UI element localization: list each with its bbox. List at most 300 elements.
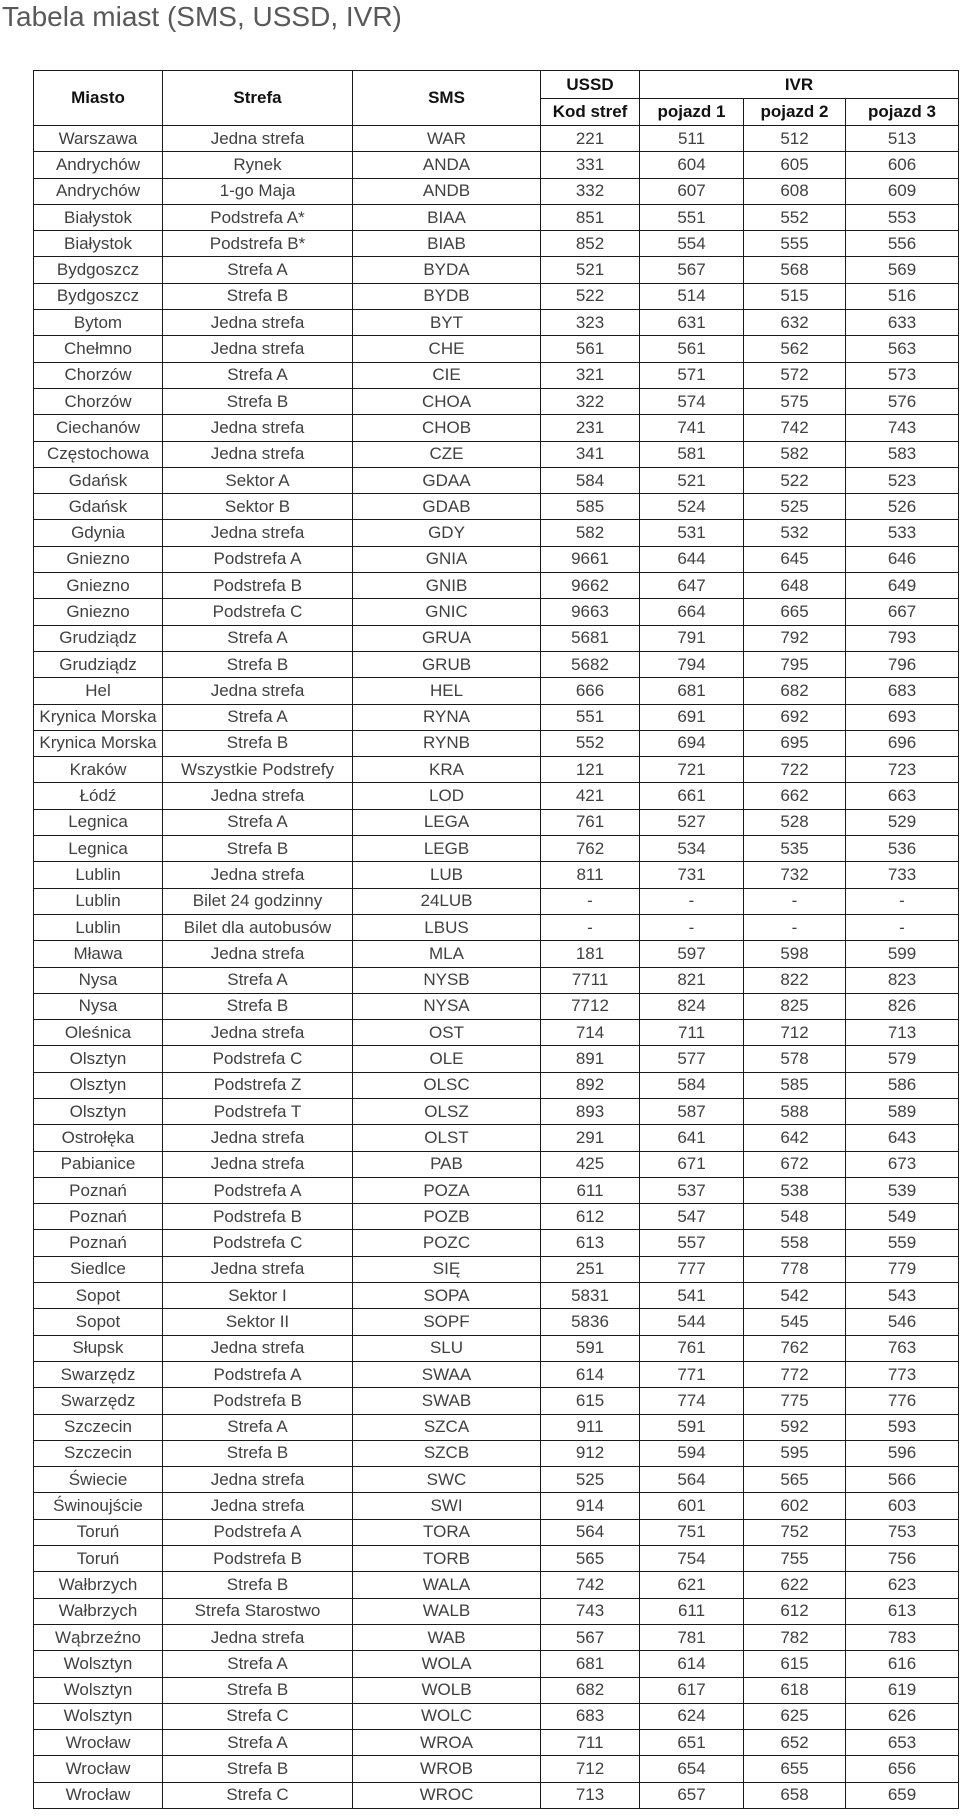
cell-zone: Jedna strefa <box>163 941 353 967</box>
cell-ivr-vehicle-3: 539 <box>846 1177 959 1203</box>
cell-sms: WROC <box>353 1782 541 1808</box>
cell-zone: Strefa C <box>163 1782 353 1808</box>
cell-sms: GNIC <box>353 599 541 625</box>
cell-city: Szczecin <box>34 1440 163 1466</box>
cell-sms: SLU <box>353 1335 541 1361</box>
cell-city: Bytom <box>34 310 163 336</box>
cell-sms: LEGB <box>353 836 541 862</box>
cell-ivr-vehicle-1: 597 <box>640 941 744 967</box>
cell-zone: Podstrefa B <box>163 1388 353 1414</box>
table-row <box>34 1335 959 1361</box>
cell-ussd-code: 561 <box>541 336 640 362</box>
cell-city: Andrychów <box>34 152 163 178</box>
cell-city: Świecie <box>34 1467 163 1493</box>
cell-ivr-vehicle-1: 547 <box>640 1204 744 1230</box>
cell-ivr-vehicle-2: 648 <box>744 573 846 599</box>
cell-zone: Sektor I <box>163 1283 353 1309</box>
cell-city: Chełmno <box>34 336 163 362</box>
cell-zone: Jedna strefa <box>163 783 353 809</box>
cell-ivr-vehicle-1: 614 <box>640 1651 744 1677</box>
cell-city: Pabianice <box>34 1151 163 1177</box>
cell-ivr-vehicle-2: 642 <box>744 1125 846 1151</box>
cell-ivr-vehicle-2: 605 <box>744 152 846 178</box>
table-row <box>34 204 959 230</box>
cell-sms: 24LUB <box>353 888 541 914</box>
cell-city: Poznań <box>34 1177 163 1203</box>
cell-ussd-code: 811 <box>541 862 640 888</box>
cell-ivr-vehicle-1: 581 <box>640 441 744 467</box>
table-row <box>34 993 959 1019</box>
cell-sms: SZCB <box>353 1440 541 1466</box>
table-row <box>34 467 959 493</box>
cell-sms: CHOA <box>353 388 541 414</box>
cell-ivr-vehicle-1: 521 <box>640 467 744 493</box>
cell-ussd-code: 582 <box>541 520 640 546</box>
cell-ivr-vehicle-3: 626 <box>846 1703 959 1729</box>
cell-city: Częstochowa <box>34 441 163 467</box>
cell-ivr-vehicle-2: 528 <box>744 809 846 835</box>
cell-sms: SWI <box>353 1493 541 1519</box>
cell-ivr-vehicle-1: 791 <box>640 625 744 651</box>
cell-ivr-vehicle-3: 673 <box>846 1151 959 1177</box>
table-row <box>34 1204 959 1230</box>
cell-city: Olsztyn <box>34 1072 163 1098</box>
cell-city: Bydgoszcz <box>34 257 163 283</box>
cell-ivr-vehicle-3: 779 <box>846 1256 959 1282</box>
cell-ivr-vehicle-1: 564 <box>640 1467 744 1493</box>
cell-ussd-code: 683 <box>541 1703 640 1729</box>
cell-sms: GDAB <box>353 494 541 520</box>
table-row <box>34 730 959 756</box>
cell-sms: SOPF <box>353 1309 541 1335</box>
cell-ivr-vehicle-3: 653 <box>846 1730 959 1756</box>
table-row <box>34 1256 959 1282</box>
cell-ivr-vehicle-2: 692 <box>744 704 846 730</box>
cell-ivr-vehicle-2: - <box>744 914 846 940</box>
cell-sms: ANDB <box>353 178 541 204</box>
cell-ussd-code: 682 <box>541 1677 640 1703</box>
cell-sms: LOD <box>353 783 541 809</box>
cell-zone: Podstrefa C <box>163 1046 353 1072</box>
cell-ivr-vehicle-2: 548 <box>744 1204 846 1230</box>
cell-ivr-vehicle-1: 754 <box>640 1546 744 1572</box>
cell-sms: WALB <box>353 1598 541 1624</box>
cell-sms: WOLA <box>353 1651 541 1677</box>
cell-city: Wrocław <box>34 1756 163 1782</box>
table-row <box>34 1388 959 1414</box>
cell-ivr-vehicle-2: 532 <box>744 520 846 546</box>
cell-city: Gdynia <box>34 520 163 546</box>
cell-ussd-code: 521 <box>541 257 640 283</box>
cell-ussd-code: 712 <box>541 1756 640 1782</box>
cell-ivr-vehicle-3: 513 <box>846 126 959 152</box>
cell-ivr-vehicle-2: 658 <box>744 1782 846 1808</box>
table-row <box>34 1467 959 1493</box>
cell-ussd-code: 7711 <box>541 967 640 993</box>
cell-ivr-vehicle-2: 562 <box>744 336 846 362</box>
cell-ivr-vehicle-2: 572 <box>744 362 846 388</box>
cell-city: Wrocław <box>34 1782 163 1808</box>
cell-ivr-vehicle-1: 557 <box>640 1230 744 1256</box>
cell-ivr-vehicle-2: 615 <box>744 1651 846 1677</box>
cell-ussd-code: 851 <box>541 204 640 230</box>
cell-ivr-vehicle-1: 654 <box>640 1756 744 1782</box>
cell-ivr-vehicle-1: 821 <box>640 967 744 993</box>
cell-ivr-vehicle-1: 781 <box>640 1624 744 1650</box>
cell-ussd-code: 666 <box>541 678 640 704</box>
cell-city: Wolsztyn <box>34 1703 163 1729</box>
table-row <box>34 257 959 283</box>
cell-ivr-vehicle-2: 595 <box>744 1440 846 1466</box>
cell-city: Gdańsk <box>34 494 163 520</box>
table-row <box>34 1020 959 1046</box>
cell-zone: Rynek <box>163 152 353 178</box>
cell-zone: Jedna strefa <box>163 1151 353 1177</box>
cell-ivr-vehicle-2: 515 <box>744 283 846 309</box>
cell-ussd-code: 341 <box>541 441 640 467</box>
table-row <box>34 783 959 809</box>
cell-ivr-vehicle-2: 525 <box>744 494 846 520</box>
cell-sms: ANDA <box>353 152 541 178</box>
cell-ivr-vehicle-2: 665 <box>744 599 846 625</box>
cell-ivr-vehicle-3: 696 <box>846 730 959 756</box>
cell-ivr-vehicle-2: 618 <box>744 1677 846 1703</box>
table-row <box>34 283 959 309</box>
table-row <box>34 1677 959 1703</box>
table-row <box>34 651 959 677</box>
cell-sms: OLE <box>353 1046 541 1072</box>
cell-ivr-vehicle-1: 584 <box>640 1072 744 1098</box>
table-row <box>34 1624 959 1650</box>
cell-ivr-vehicle-2: 578 <box>744 1046 846 1072</box>
cell-zone: Jedna strefa <box>163 126 353 152</box>
cell-city: Lublin <box>34 914 163 940</box>
cell-city: Gniezno <box>34 546 163 572</box>
cell-zone: Strefa B <box>163 836 353 862</box>
cell-ivr-vehicle-1: 624 <box>640 1703 744 1729</box>
cell-zone: Podstrefa A <box>163 1519 353 1545</box>
cell-ivr-vehicle-1: 571 <box>640 362 744 388</box>
cell-zone: Strefa A <box>163 967 353 993</box>
cell-ussd-code: 7712 <box>541 993 640 1019</box>
table-row <box>34 336 959 362</box>
cell-ussd-code: 614 <box>541 1361 640 1387</box>
cell-ivr-vehicle-2: 568 <box>744 257 846 283</box>
cell-ivr-vehicle-3: 633 <box>846 310 959 336</box>
cell-zone: Jedna strefa <box>163 1020 353 1046</box>
cell-ivr-vehicle-3: 556 <box>846 231 959 257</box>
cell-sms: BYDA <box>353 257 541 283</box>
table-row <box>34 625 959 651</box>
cell-zone: Bilet dla autobusów <box>163 914 353 940</box>
cell-sms: OST <box>353 1020 541 1046</box>
cell-ivr-vehicle-2: 755 <box>744 1546 846 1572</box>
cell-ivr-vehicle-1: 601 <box>640 1493 744 1519</box>
cell-zone: Strefa A <box>163 1651 353 1677</box>
cell-city: Lublin <box>34 862 163 888</box>
header-sms: SMS <box>353 71 541 126</box>
cell-ussd-code: 331 <box>541 152 640 178</box>
cell-ussd-code: 525 <box>541 1467 640 1493</box>
cell-city: Wąbrzeźno <box>34 1624 163 1650</box>
cell-ivr-vehicle-2: 655 <box>744 1756 846 1782</box>
cell-ivr-vehicle-3: 683 <box>846 678 959 704</box>
cell-sms: NYSA <box>353 993 541 1019</box>
cell-ivr-vehicle-3: 643 <box>846 1125 959 1151</box>
cell-ivr-vehicle-2: 555 <box>744 231 846 257</box>
cell-ivr-vehicle-3: 713 <box>846 1020 959 1046</box>
cell-sms: GDY <box>353 520 541 546</box>
cell-ussd-code: 612 <box>541 1204 640 1230</box>
cell-zone: Podstrefa B <box>163 573 353 599</box>
cell-ivr-vehicle-3: 783 <box>846 1624 959 1650</box>
cell-city: Sopot <box>34 1283 163 1309</box>
cell-ivr-vehicle-1: 621 <box>640 1572 744 1598</box>
cell-sms: RYNB <box>353 730 541 756</box>
cell-zone: Podstrefa A <box>163 1361 353 1387</box>
cell-ussd-code: 321 <box>541 362 640 388</box>
cell-city: Olsztyn <box>34 1046 163 1072</box>
cell-ussd-code: 565 <box>541 1546 640 1572</box>
cell-zone: Jedna strefa <box>163 415 353 441</box>
cell-ivr-vehicle-3: 533 <box>846 520 959 546</box>
cell-ivr-vehicle-1: 657 <box>640 1782 744 1808</box>
cell-city: Wolsztyn <box>34 1677 163 1703</box>
cell-ivr-vehicle-3: 623 <box>846 1572 959 1598</box>
table-row <box>34 1598 959 1624</box>
cell-sms: POZC <box>353 1230 541 1256</box>
cell-ussd-code: 322 <box>541 388 640 414</box>
cell-ivr-vehicle-3: 609 <box>846 178 959 204</box>
cell-zone: Bilet 24 godzinny <box>163 888 353 914</box>
cell-sms: OLST <box>353 1125 541 1151</box>
cell-sms: NYSB <box>353 967 541 993</box>
cell-sms: WAR <box>353 126 541 152</box>
cell-ivr-vehicle-3: 649 <box>846 573 959 599</box>
cell-ivr-vehicle-2: 512 <box>744 126 846 152</box>
cell-ivr-vehicle-3: 823 <box>846 967 959 993</box>
cell-city: Nysa <box>34 993 163 1019</box>
cell-ivr-vehicle-3: 796 <box>846 651 959 677</box>
cell-ivr-vehicle-2: - <box>744 888 846 914</box>
cell-zone: Strefa A <box>163 362 353 388</box>
cell-ivr-vehicle-2: 535 <box>744 836 846 862</box>
cell-ivr-vehicle-2: 522 <box>744 467 846 493</box>
cell-ivr-vehicle-1: 594 <box>640 1440 744 1466</box>
cell-ivr-vehicle-3: 826 <box>846 993 959 1019</box>
cell-sms: TORB <box>353 1546 541 1572</box>
cell-sms: POZA <box>353 1177 541 1203</box>
cell-sms: MLA <box>353 941 541 967</box>
cell-ivr-vehicle-1: 561 <box>640 336 744 362</box>
cell-city: Andrychów <box>34 178 163 204</box>
cell-ivr-vehicle-2: 582 <box>744 441 846 467</box>
cell-ussd-code: 591 <box>541 1335 640 1361</box>
cell-city: Krynica Morska <box>34 730 163 756</box>
cell-ivr-vehicle-1: 524 <box>640 494 744 520</box>
cell-ussd-code: 893 <box>541 1098 640 1124</box>
cell-city: Słupsk <box>34 1335 163 1361</box>
table-row <box>34 126 959 152</box>
cell-zone: Podstrefa B <box>163 1204 353 1230</box>
cell-ussd-code: 743 <box>541 1598 640 1624</box>
cell-ivr-vehicle-1: 537 <box>640 1177 744 1203</box>
cell-sms: OLSC <box>353 1072 541 1098</box>
cell-ivr-vehicle-1: 514 <box>640 283 744 309</box>
cell-sms: GNIA <box>353 546 541 572</box>
cell-ussd-code: 9663 <box>541 599 640 625</box>
cell-ussd-code: 9662 <box>541 573 640 599</box>
cell-ivr-vehicle-1: 527 <box>640 809 744 835</box>
cell-ussd-code: 761 <box>541 809 640 835</box>
table-row <box>34 1651 959 1677</box>
cell-zone: Strefa B <box>163 993 353 1019</box>
cell-ivr-vehicle-2: 752 <box>744 1519 846 1545</box>
table-row <box>34 494 959 520</box>
cell-sms: WOLB <box>353 1677 541 1703</box>
cell-ivr-vehicle-3: 693 <box>846 704 959 730</box>
table-row <box>34 1730 959 1756</box>
cell-sms: BYDB <box>353 283 541 309</box>
cell-zone: Podstrefa B <box>163 1546 353 1572</box>
cell-city: Wałbrzych <box>34 1598 163 1624</box>
cell-ivr-vehicle-3: 763 <box>846 1335 959 1361</box>
cell-ivr-vehicle-1: 647 <box>640 573 744 599</box>
cell-city: Toruń <box>34 1519 163 1545</box>
cell-ivr-vehicle-3: 596 <box>846 1440 959 1466</box>
cell-ussd-code: 911 <box>541 1414 640 1440</box>
cell-ivr-vehicle-1: 591 <box>640 1414 744 1440</box>
cell-ussd-code: 221 <box>541 126 640 152</box>
cell-ussd-code: 181 <box>541 941 640 967</box>
cell-city: Bydgoszcz <box>34 283 163 309</box>
cell-sms: SZCA <box>353 1414 541 1440</box>
cell-zone: Sektor II <box>163 1309 353 1335</box>
cell-ussd-code: 552 <box>541 730 640 756</box>
table-row <box>34 520 959 546</box>
cell-city: Hel <box>34 678 163 704</box>
cell-sms: BIAA <box>353 204 541 230</box>
cell-zone: Podstrefa A <box>163 546 353 572</box>
cell-ivr-vehicle-3: 543 <box>846 1283 959 1309</box>
cell-ivr-vehicle-2: 552 <box>744 204 846 230</box>
cell-ivr-vehicle-2: 722 <box>744 757 846 783</box>
cell-ivr-vehicle-3: 646 <box>846 546 959 572</box>
table-row <box>34 836 959 862</box>
cell-ivr-vehicle-3: 593 <box>846 1414 959 1440</box>
cell-ussd-code: 713 <box>541 1782 640 1808</box>
cell-ivr-vehicle-1: 794 <box>640 651 744 677</box>
cell-sms: TORA <box>353 1519 541 1545</box>
table-row <box>34 441 959 467</box>
cell-ivr-vehicle-3: 756 <box>846 1546 959 1572</box>
cell-ussd-code: 681 <box>541 1651 640 1677</box>
cell-sms: SOPA <box>353 1283 541 1309</box>
cell-ivr-vehicle-1: 671 <box>640 1151 744 1177</box>
cell-sms: SWAB <box>353 1388 541 1414</box>
cell-zone: Strefa B <box>163 1756 353 1782</box>
cell-ivr-vehicle-1: - <box>640 914 744 940</box>
cell-ivr-vehicle-1: 777 <box>640 1256 744 1282</box>
cell-ussd-code: 611 <box>541 1177 640 1203</box>
cell-zone: Wszystkie Podstrefy <box>163 757 353 783</box>
cell-zone: Jedna strefa <box>163 310 353 336</box>
table-row <box>34 152 959 178</box>
cell-city: Gdańsk <box>34 467 163 493</box>
table-row <box>34 1703 959 1729</box>
cell-ivr-vehicle-1: 711 <box>640 1020 744 1046</box>
cell-ivr-vehicle-2: 565 <box>744 1467 846 1493</box>
cell-ussd-code: 332 <box>541 178 640 204</box>
cell-zone: Jedna strefa <box>163 678 353 704</box>
cell-zone: Strefa A <box>163 625 353 651</box>
cell-sms: GRUA <box>353 625 541 651</box>
cell-ussd-code: 891 <box>541 1046 640 1072</box>
table-body <box>34 126 959 1809</box>
cell-ivr-vehicle-2: 672 <box>744 1151 846 1177</box>
table-row <box>34 388 959 414</box>
header-ussd: USSD <box>541 71 640 99</box>
cell-ivr-vehicle-2: 612 <box>744 1598 846 1624</box>
cell-ivr-vehicle-2: 762 <box>744 1335 846 1361</box>
cell-ussd-code: 914 <box>541 1493 640 1519</box>
cell-zone: Strefa B <box>163 1677 353 1703</box>
cell-ivr-vehicle-1: 691 <box>640 704 744 730</box>
cell-ivr-vehicle-2: 732 <box>744 862 846 888</box>
cell-sms: SIĘ <box>353 1256 541 1282</box>
table-row <box>34 546 959 572</box>
cell-city: Białystok <box>34 231 163 257</box>
header-ussd-zone-code: Kod stref <box>541 99 640 126</box>
cell-zone: Strefa B <box>163 1572 353 1598</box>
table-row <box>34 178 959 204</box>
cell-zone: Jedna strefa <box>163 441 353 467</box>
cell-sms: LEGA <box>353 809 541 835</box>
cell-ivr-vehicle-2: 652 <box>744 1730 846 1756</box>
cell-zone: Podstrefa A <box>163 1177 353 1203</box>
cell-ussd-code: 5831 <box>541 1283 640 1309</box>
cell-zone: Strefa A <box>163 809 353 835</box>
cell-ussd-code: 584 <box>541 467 640 493</box>
table-row <box>34 415 959 441</box>
cell-city: Grudziądz <box>34 651 163 677</box>
cell-ivr-vehicle-2: 772 <box>744 1361 846 1387</box>
cell-city: Lublin <box>34 888 163 914</box>
table-row <box>34 1177 959 1203</box>
cell-ussd-code: 251 <box>541 1256 640 1282</box>
cell-city: Swarzędz <box>34 1388 163 1414</box>
cell-zone: Strefa C <box>163 1703 353 1729</box>
cell-sms: WROA <box>353 1730 541 1756</box>
cell-ussd-code: 5836 <box>541 1309 640 1335</box>
cell-ivr-vehicle-3: 553 <box>846 204 959 230</box>
table-row <box>34 1283 959 1309</box>
cell-city: Świnoujście <box>34 1493 163 1519</box>
cell-city: Sopot <box>34 1309 163 1335</box>
cell-city: Ostrołęka <box>34 1125 163 1151</box>
cell-ivr-vehicle-3: 576 <box>846 388 959 414</box>
cell-ussd-code: 231 <box>541 415 640 441</box>
cell-ivr-vehicle-3: 659 <box>846 1782 959 1808</box>
cell-zone: Strefa A <box>163 1414 353 1440</box>
table-row <box>34 1151 959 1177</box>
cell-city: Siedlce <box>34 1256 163 1282</box>
header-zone: Strefa <box>163 71 353 126</box>
cell-ivr-vehicle-2: 538 <box>744 1177 846 1203</box>
header-city: Miasto <box>34 71 163 126</box>
cell-sms: CIE <box>353 362 541 388</box>
cell-ussd-code: 564 <box>541 1519 640 1545</box>
